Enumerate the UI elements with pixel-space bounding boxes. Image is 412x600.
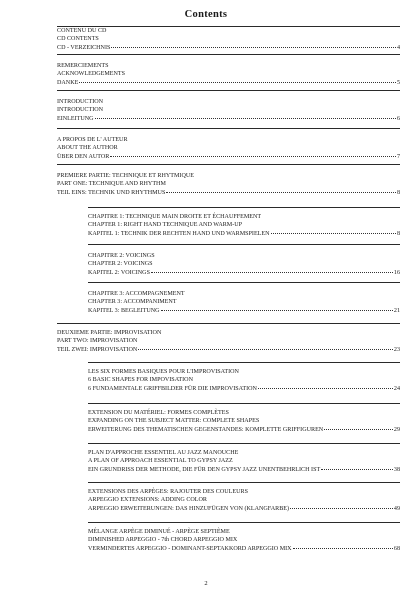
toc-line-de: EINLEITUNG	[57, 116, 94, 123]
dot-leader	[321, 464, 393, 470]
toc-entry-chapter-1	[88, 213, 400, 238]
dot-leader	[111, 42, 396, 48]
toc-page-number: 23	[393, 347, 400, 354]
toc-line-fr: DEUXIEME PARTIE: IMPROVISATION	[57, 330, 162, 336]
toc-line-fr: EXTENSIONS DES ARPÈGES: RAJOUTER DES COULEURS	[88, 489, 248, 495]
toc-entry-complete-shapes	[88, 409, 400, 434]
toc-line-fr: REMERCIEMENTS	[57, 63, 109, 69]
toc-line-de: EIN GRUNDRISS DER METHODE, DIE FÜR DEN GYPSY JAZZ UNENTBEHRLICH IST	[88, 467, 321, 474]
dot-leader	[161, 305, 393, 311]
divider	[88, 207, 400, 208]
toc-line-fr: CONTENU DU CD	[57, 28, 107, 34]
toc-entry-arpeggio-mix	[88, 528, 400, 553]
divider	[88, 282, 400, 283]
toc-line-fr: CHAPITRE 1: TECHNIQUE MAIN DROITE ET ÉCHAUFFEMENT	[88, 214, 262, 220]
toc-entry-introduction	[57, 98, 400, 123]
toc-line-en: DIMINISHED ARPEGGIO - 7th CHORD ARPEGGIO MIX	[88, 537, 238, 544]
toc-entry-part-two	[57, 329, 400, 354]
toc-line-en: ACKNOWLEDGEMENTS	[57, 71, 126, 78]
dot-leader	[290, 503, 393, 509]
toc-line-en: CHAPTER 2: VOICINGS	[88, 261, 153, 268]
dot-leader	[271, 228, 396, 234]
toc-line-en: ABOUT THE AUTHOR	[57, 145, 118, 152]
toc-line-fr: A PROPOS DE L' AUTEUR	[57, 137, 128, 143]
toc-page-number: 5	[396, 80, 400, 87]
divider	[57, 54, 400, 55]
toc-page-number: 49	[393, 506, 400, 513]
dot-leader	[324, 424, 393, 430]
toc-page-number: 24	[393, 386, 400, 393]
toc-line-de: ÜBER DEN AUTOR	[57, 154, 110, 161]
toc-line-de: TEIL EINS: TECHNIK UND RHYTHMUS	[57, 190, 166, 197]
toc-line-de: KAPITEL 1: TECHNIK DER RECHTEN HAND UND WARMSPIELEN	[88, 231, 270, 238]
toc-line-fr: EXTENSION DU MATÉRIEL: FORMES COMPLÈTES	[88, 410, 229, 416]
toc-line-fr: CHAPITRE 2: VOICINGS	[88, 253, 155, 259]
toc-entry-arpeggio-extensions	[88, 488, 400, 513]
divider	[57, 128, 400, 129]
toc-line-en: EXPANDING ON THE SUBJECT MATTER: COMPLETE SHAPES	[88, 418, 260, 425]
toc-line-fr: LES SIX FORMES BASIQUES POUR L'IMPROVISATION	[88, 369, 239, 375]
divider	[88, 482, 400, 483]
toc-page-number: 8	[396, 231, 400, 238]
toc-line-de: KAPITEL 2: VOICINGS	[88, 270, 150, 277]
toc-page-number: 8	[396, 190, 400, 197]
toc-entry-acknowledgements	[57, 62, 400, 87]
dot-leader	[95, 113, 396, 119]
toc-page-number: 21	[393, 308, 400, 315]
page-title: Contents	[184, 9, 228, 20]
toc-page-number: 6	[396, 116, 400, 123]
divider	[88, 244, 400, 245]
toc-entry-plan-of-approach	[88, 449, 400, 474]
dot-leader	[258, 383, 393, 389]
toc-line-de: 6 FUNDAMENTALE GRIFFBILDER FÜR DIE IMPROVISATION	[88, 386, 257, 393]
toc-entry-about-author	[57, 136, 400, 161]
toc-line-de: VERMINDERTES ARPEGGIO - DOMINANT-SEPTAKKORD ARPEGGIO MIX	[88, 546, 292, 553]
toc-line-en: CHAPTER 1: RIGHT HAND TECHNIQUE AND WARM-UP	[88, 222, 243, 229]
toc-line-fr: PREMIERE PARTIE: TECHNIQUE ET RHYTMIQUE	[57, 173, 194, 179]
toc-line-de: DANKE	[57, 80, 79, 87]
divider	[88, 443, 400, 444]
toc-entry-chapter-3	[88, 290, 400, 315]
toc-line-fr: INTRODUCTION	[57, 99, 104, 105]
toc-page-number: 16	[393, 270, 400, 277]
toc-page-number: 68	[393, 546, 400, 553]
toc-line-de: ARPEGGIO ERWEITERUNGEN: DAS HINZUFÜGEN VON (KLANGFARBE)	[88, 506, 290, 513]
toc-page-number: 29	[393, 427, 400, 434]
toc-page-number: 4	[396, 45, 400, 52]
divider	[57, 90, 400, 91]
toc-entry-cd-contents	[57, 27, 400, 52]
dot-leader	[151, 267, 393, 273]
divider	[88, 522, 400, 523]
divider	[57, 164, 400, 165]
toc-line-en: ARPEGGIO EXTENSIONS: ADDING COLOR	[88, 497, 207, 504]
toc-line-de: CD - VERZEICHNIS	[57, 45, 111, 52]
dot-leader	[166, 187, 396, 193]
dot-leader	[110, 151, 396, 157]
toc-line-fr: CHAPITRE 3: ACCOMPAGNEMENT	[88, 291, 185, 297]
divider	[57, 323, 400, 324]
divider	[88, 403, 400, 404]
toc-line-en: A PLAN OF APPROACH ESSENTIAL TO GYPSY JAZZ	[88, 458, 233, 465]
toc-line-en: CD CONTENTS	[57, 36, 99, 43]
toc-entry-six-shapes	[88, 368, 400, 393]
toc-line-de: KAPITEL 3: BEGLEITUNG	[88, 308, 160, 315]
toc-line-en: PART TWO: IMPROVISATION	[57, 338, 138, 345]
toc-line-de: TEIL ZWEI: IMPROVISATION	[57, 347, 138, 354]
toc-line-en: CHAPTER 3: ACCOMPANIMENT	[88, 299, 177, 306]
toc-line-fr: MÉLANGE ARPÈGE DIMINUÉ - ARPÈGE SEPTIÈME	[88, 529, 230, 535]
toc-page-number: 7	[396, 154, 400, 161]
toc-line-de: ERWEITERUNG DES THEMATISCHEN GEGENSTANDES: KOMPLETTE GRIFFIGUREN	[88, 427, 324, 434]
toc-page-number: 38	[393, 467, 400, 474]
toc-line-en: INTRODUCTION	[57, 107, 104, 114]
dot-leader	[79, 77, 396, 83]
divider	[88, 362, 400, 363]
toc-line-en: PART ONE: TECHNIQUE AND RHYTHM	[57, 181, 166, 188]
toc-line-fr: PLAN D'APPROCHE ESSENTIEL AU JAZZ MANOUCHE	[88, 450, 239, 456]
toc-line-en: 6 BASIC SHAPES FOR IMPOVISATION	[88, 377, 193, 384]
toc-entry-chapter-2	[88, 252, 400, 277]
dot-leader	[138, 344, 393, 350]
toc-entry-part-one	[57, 172, 400, 197]
page-number: 2	[204, 580, 208, 587]
dot-leader	[293, 543, 393, 549]
